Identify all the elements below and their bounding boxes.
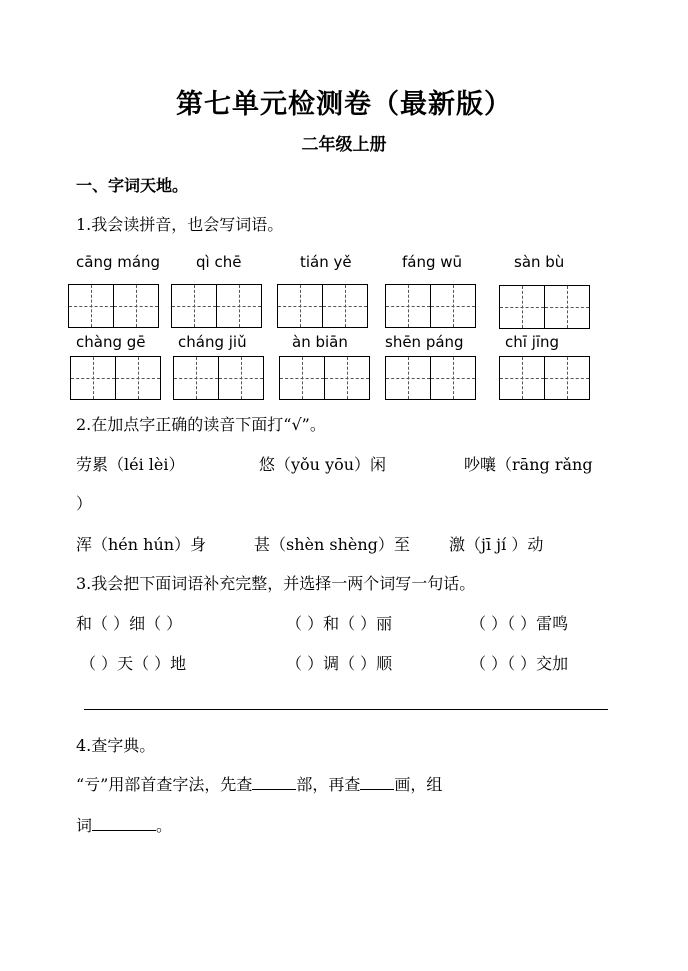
- reading-choice: 吵嚷（rāng rǎng: [464, 455, 593, 474]
- pinyin-label: sàn bù: [514, 253, 565, 271]
- writing-grid[interactable]: [277, 284, 368, 328]
- pinyin-label: chī jīng: [505, 333, 560, 351]
- page-title: 第七单元检测卷（最新版）: [176, 89, 512, 120]
- idiom-blank[interactable]: （ ）（ ）交加: [470, 654, 569, 673]
- pinyin-label: tián yě: [300, 253, 352, 271]
- idiom-blank[interactable]: （ ）天（ ）地: [80, 654, 187, 673]
- question-4-prompt: 4.查字典。: [76, 736, 156, 755]
- writing-grid[interactable]: [173, 356, 264, 400]
- idiom-blank[interactable]: 和（ ）细（ ）: [76, 614, 183, 633]
- writing-grid[interactable]: [499, 356, 590, 400]
- pinyin-label: àn biān: [292, 333, 348, 351]
- dictionary-question: [76, 772, 442, 795]
- pinyin-label: chàng gē: [76, 333, 146, 351]
- dictionary-text: 词: [76, 816, 93, 835]
- pinyin-label: qì chē: [196, 253, 242, 271]
- writing-grid[interactable]: [279, 356, 370, 400]
- reading-choice: 劳累（léi lèi）: [76, 455, 185, 474]
- pinyin-label: fáng wū: [402, 253, 463, 271]
- pinyin-label: shēn páng: [385, 333, 464, 351]
- dictionary-text: 部，再查: [296, 775, 361, 794]
- dictionary-text: 画，组: [394, 775, 443, 794]
- dictionary-question-cont: [76, 813, 172, 836]
- dictionary-text: “亏”用部首查字法，先查: [76, 775, 253, 794]
- reading-choice: 甚（shèn shèng）至: [254, 535, 410, 554]
- reading-choice: 浑（hén hún）身: [76, 535, 207, 554]
- writing-grid[interactable]: [385, 356, 476, 400]
- radical-blank[interactable]: [252, 773, 296, 790]
- question-3-prompt: 3.我会把下面词语补充完整，并选择一两个词写一句话。: [76, 574, 476, 593]
- reading-choice-wrap: ）: [76, 494, 93, 513]
- question-1-prompt: 1.我会读拼音，也会写词语。: [76, 215, 284, 234]
- dictionary-text: 。: [156, 816, 173, 835]
- sentence-answer-line[interactable]: [84, 709, 608, 710]
- reading-choice: 悠（yǒu yōu）闲: [259, 455, 387, 474]
- idiom-blank[interactable]: （ ）和（ ）丽: [286, 614, 393, 633]
- writing-grid[interactable]: [499, 285, 590, 329]
- idiom-blank[interactable]: （ ）调（ ）顺: [286, 654, 393, 673]
- section-heading: 一、字词天地。: [76, 176, 189, 195]
- writing-grid[interactable]: [68, 284, 159, 328]
- idiom-blank[interactable]: （ ）（ ）雷鸣: [470, 614, 569, 633]
- question-2-prompt: 2.在加点字正确的读音下面打“√”。: [76, 415, 326, 434]
- writing-grid[interactable]: [385, 284, 476, 328]
- writing-grid[interactable]: [171, 284, 262, 328]
- pinyin-label: cháng jiǔ: [178, 333, 247, 351]
- page-subtitle: 二年级上册: [301, 135, 387, 155]
- reading-choice: 激（jī jí ）动: [449, 535, 544, 554]
- stroke-count-blank[interactable]: [360, 773, 394, 790]
- word-blank[interactable]: [92, 814, 156, 831]
- pinyin-label: cāng máng: [76, 253, 161, 271]
- writing-grid[interactable]: [70, 356, 161, 400]
